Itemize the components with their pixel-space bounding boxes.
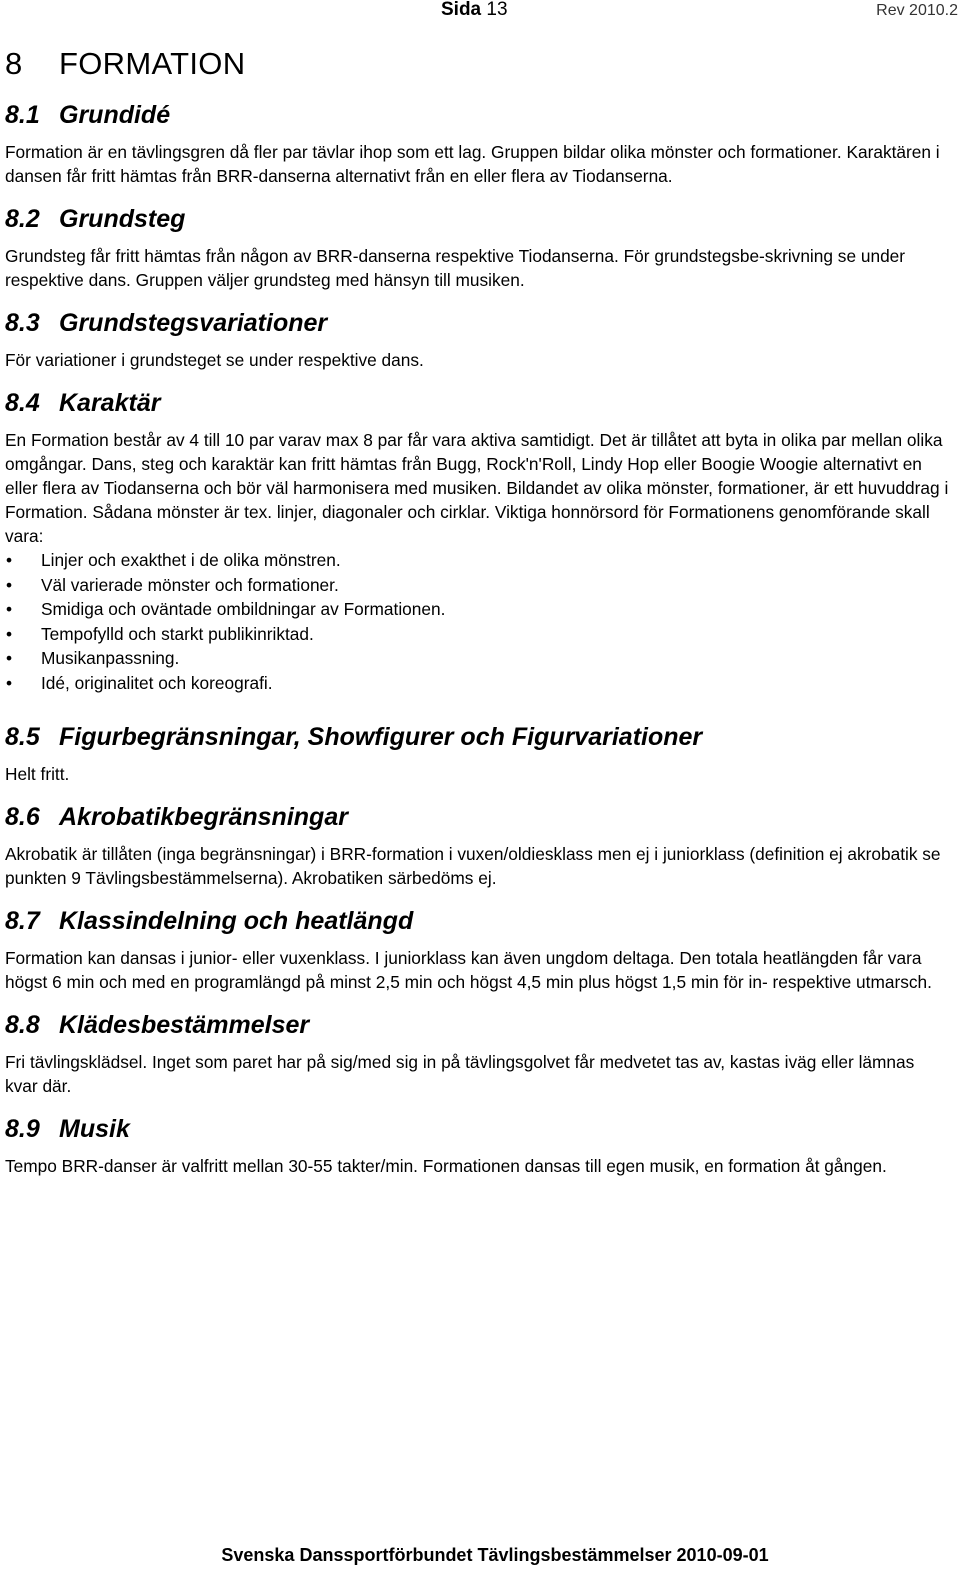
list-item-text: Idé, originalitet och koreografi.	[41, 672, 273, 693]
section-body: Helt fritt.	[5, 763, 70, 784]
list-item	[5, 597, 950, 622]
list-item	[5, 573, 950, 598]
section-number: 8.9	[5, 1114, 40, 1143]
section-body: Tempo BRR-danser är valfritt mellan 30-55 takter/min. Formationen dansas till egen musik, en formation åt gången.	[5, 1155, 887, 1176]
section-title: Figurbegränsningar, Showfigurer och Figurvariationer	[59, 722, 703, 751]
criteria-list	[5, 548, 950, 696]
list-item	[5, 548, 950, 573]
section-body: Grundsteg får fritt hämtas från någon av BRR-danserna respektive Tiodanserna. För grundstegsbe-skrivning se under respektive dans. Gruppen väljer grundsteg med hänsyn till musiken.	[5, 246, 906, 290]
section-body: Formation är en tävlingsgren då fler par tävlar ihop som ett lag. Gruppen bildar olika mönster och formationer. Karaktären i dansen får fritt hämtas från BRR-danserna alternativt från en eller flera av Tiodanserna.	[5, 142, 940, 186]
chapter-title: FORMATION	[59, 46, 246, 81]
section-heading	[5, 1114, 950, 1144]
section-body: Fri tävlingsklädsel. Inget som paret har på sig/med sig in på tävlingsgolvet får medvetet tas av, kastas iväg eller lämnas kvar där.	[5, 1051, 915, 1096]
section-8-3	[5, 308, 950, 372]
list-item	[5, 646, 950, 671]
list-item-text: Linjer och exakthet i de olika mönstren.	[41, 550, 341, 570]
bullet-icon: •	[6, 648, 13, 669]
section-heading	[5, 722, 950, 752]
page-label: Sida	[441, 0, 482, 20]
list-item	[5, 622, 950, 647]
page-footer: Svenska Danssportförbundet Tävlingsbestämmelser 2010-09-01	[221, 1545, 769, 1565]
list-item	[5, 671, 950, 696]
section-heading	[5, 204, 950, 234]
bullet-icon: •	[6, 599, 13, 620]
chapter-heading	[5, 46, 950, 82]
list-item-text: Tempofylld och starkt publikinriktad.	[41, 623, 314, 644]
section-8-1	[5, 100, 950, 188]
section-body: Akrobatik är tillåten (inga begränsningar) i BRR-formation i vuxen/oldiesklass men ej i juniorklass (definition ej akrobatik se punkten 9 Tävlingsbestämmelserna). Akrobatiken särbedöms ej.	[5, 843, 941, 888]
section-number: 8.3	[5, 309, 40, 337]
section-number: 8.1	[5, 101, 40, 129]
page-number	[441, 0, 508, 21]
section-heading	[5, 906, 950, 936]
section-title: Musik	[59, 1114, 130, 1143]
section-title: Grundidé	[59, 101, 171, 129]
chapter-number: 8	[5, 46, 23, 81]
section-title: Grundsteg	[59, 205, 186, 233]
section-body: För variationer i grundsteget se under respektive dans.	[5, 350, 424, 370]
bullet-icon: •	[6, 672, 13, 693]
section-number: 8.5	[5, 722, 40, 751]
bullet-icon: •	[6, 550, 13, 570]
section-heading	[5, 802, 950, 832]
section-number: 8.4	[5, 389, 40, 417]
bullet-icon: •	[6, 623, 13, 644]
page-header	[0, 0, 960, 26]
bullet-icon: •	[6, 574, 13, 595]
section-title: Akrobatikbegränsningar	[59, 802, 348, 831]
section-body: Formation kan dansas i junior- eller vuxenklass. I juniorklass kan även ungdom deltaga. Den totala heatlängden får vara högst 6 min och med en programlängd på minst 2,5 min och högst 4,5 min plus högst 1,5 min för in- respektive utmarsch.	[5, 947, 932, 992]
section-8-9	[5, 1114, 950, 1178]
section-title: Grundstegsvariationer	[59, 309, 328, 337]
section-number: 8.7	[5, 906, 40, 935]
page-number-value: 13	[486, 0, 508, 20]
section-heading	[5, 308, 950, 338]
section-body: En Formation består av 4 till 10 par varav max 8 par får vara aktiva samtidigt. Det är tillåtet att byta in olika par mellan olika omgångar. Dans, steg och karaktär kan fritt hämtas från Bugg, Rock'n'Roll, Lindy Hop eller Boogie Woogie alternativt en eller flera av Tiodanserna och bör väl harmonisera med musiken. Bildandet av olika mönster, formationer, är ett huvuddrag i Formation. Sådana mönster är tex. linjer, diagonaler och cirklar. Viktiga honnörsord för Formationens genomförande skall vara:	[5, 430, 949, 546]
list-item-text: Smidiga och oväntade ombildningar av Formationen.	[41, 599, 446, 620]
section-number: 8.6	[5, 802, 40, 831]
section-title: Karaktär	[59, 389, 161, 417]
section-8-7	[5, 906, 950, 994]
section-number: 8.8	[5, 1010, 40, 1039]
section-title: Klassindelning och heatlängd	[59, 906, 414, 935]
section-title: Klädesbestämmelser	[59, 1010, 310, 1039]
section-heading	[5, 1010, 950, 1040]
section-8-4	[5, 388, 950, 696]
section-8-8	[5, 1010, 950, 1098]
section-8-2	[5, 204, 950, 292]
list-item-text: Väl varierade mönster och formationer.	[41, 574, 339, 595]
section-8-6	[5, 802, 950, 890]
section-heading	[5, 100, 950, 130]
list-item-text: Musikanpassning.	[41, 648, 180, 669]
section-number: 8.2	[5, 205, 40, 233]
section-heading	[5, 388, 950, 418]
document-body	[5, 46, 950, 1194]
section-8-5	[5, 722, 950, 786]
revision-label: Rev 2010.2	[876, 2, 958, 19]
